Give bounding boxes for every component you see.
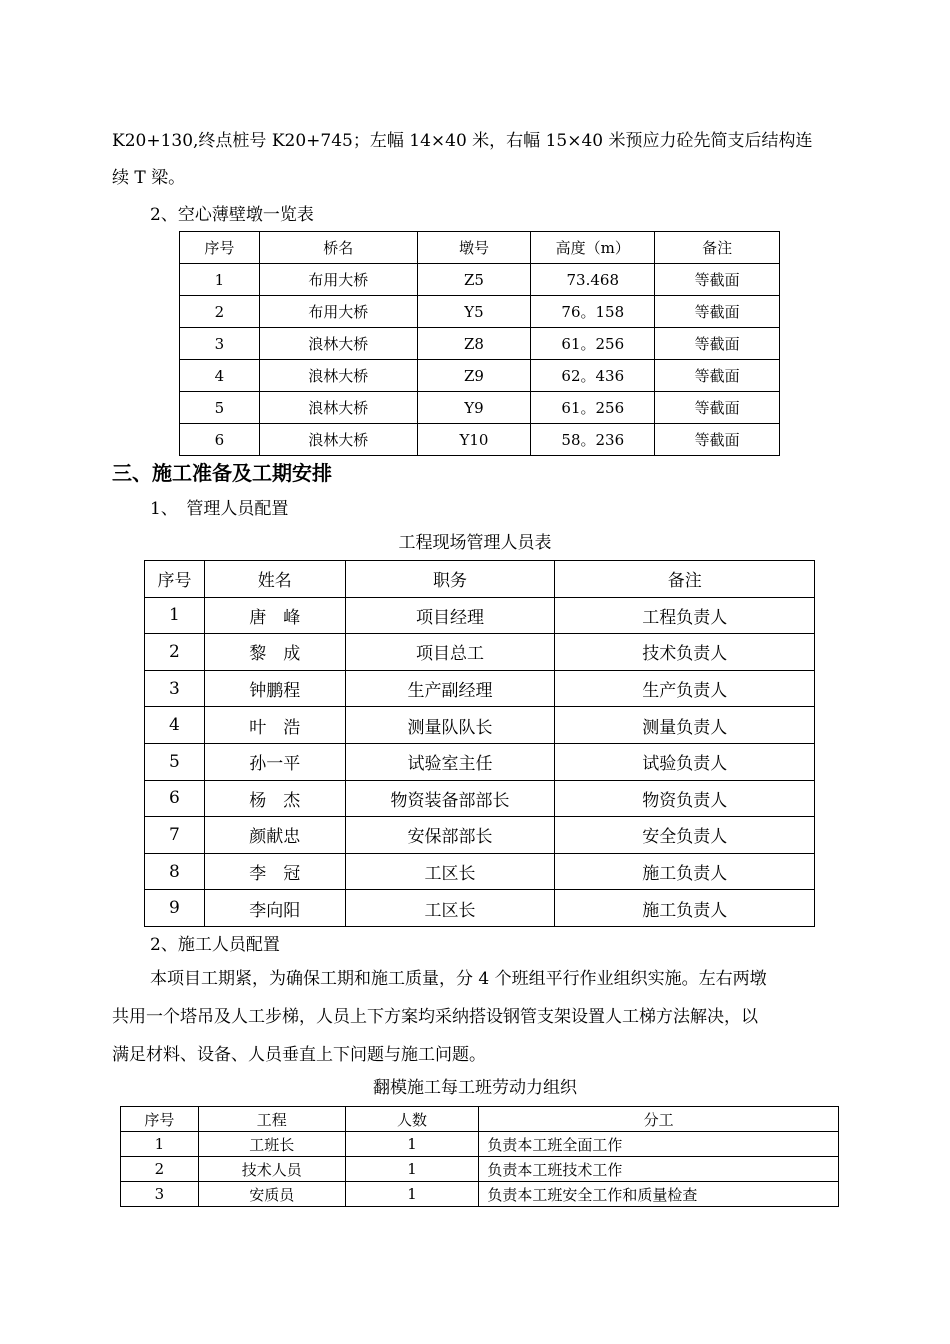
table-cell: 1: [145, 597, 205, 634]
table-row: [145, 890, 815, 927]
table-cell: 测量负责人: [555, 707, 815, 744]
table-cell: 试验室主任: [345, 743, 555, 780]
table-cell: 等截面: [655, 424, 780, 456]
paragraph-line-1: 本项目工期紧，为确保工期和施工质量，分 4 个班组平行作业组织实施。左右两墩: [150, 969, 767, 989]
header-cell: 工程: [198, 1107, 345, 1132]
labor-table-caption: 翻模施工每工班劳动力组织: [373, 1078, 577, 1098]
paragraph-line-2: 共用一个塔吊及人工步梯，人员上下方案均采纳搭设钢管支架设置人工梯方法解决，以: [112, 1007, 758, 1027]
table-cell: 杨 杰: [204, 780, 345, 817]
table-cell: 6: [180, 424, 260, 456]
table-row: [180, 296, 780, 328]
table-cell: 3: [145, 670, 205, 707]
table-cell: 1: [180, 264, 260, 296]
table-cell: 8: [145, 853, 205, 890]
table-cell: 物资负责人: [555, 780, 815, 817]
table-cell: Z9: [417, 360, 531, 392]
table-cell: 唐 峰: [204, 597, 345, 634]
table-cell: 生产副经理: [345, 670, 555, 707]
header-cell: 序号: [180, 232, 260, 264]
table-cell: 9: [145, 890, 205, 927]
staffing-subtitle: 2、施工人员配置: [150, 935, 280, 955]
table-cell: 颜献忠: [204, 817, 345, 854]
table-row: [145, 634, 815, 671]
table-cell: 生产负责人: [555, 670, 815, 707]
table-cell: 安保部部长: [345, 817, 555, 854]
labor-table: [120, 1106, 839, 1207]
table-cell: 2: [121, 1157, 199, 1182]
table-cell: 等截面: [655, 360, 780, 392]
table-row: [180, 392, 780, 424]
table-cell: 技术负责人: [555, 634, 815, 671]
table-row: [145, 780, 815, 817]
table-cell: 技术人员: [198, 1157, 345, 1182]
table-header-row: [145, 561, 815, 598]
table-row: [121, 1157, 839, 1182]
table-cell: 负责本工班全面工作: [479, 1132, 839, 1157]
table-cell: 李 冠: [204, 853, 345, 890]
table-row: [121, 1182, 839, 1207]
table-cell: 等截面: [655, 264, 780, 296]
table-cell: 安全负责人: [555, 817, 815, 854]
table-row: [145, 853, 815, 890]
table-row: [145, 670, 815, 707]
table-cell: Z8: [417, 328, 531, 360]
paragraph-line-3: 满足材料、设备、人员垂直上下问题与施工问题。: [112, 1045, 486, 1065]
table-cell: 1: [121, 1132, 199, 1157]
table-cell: 布用大桥: [259, 264, 417, 296]
header-cell: 序号: [145, 561, 205, 598]
table-cell: 2: [145, 634, 205, 671]
table-header-row: [121, 1107, 839, 1132]
table-cell: 62。436: [531, 360, 655, 392]
table-cell: 项目经理: [345, 597, 555, 634]
header-cell: 墩号: [417, 232, 531, 264]
table-cell: 李向阳: [204, 890, 345, 927]
table-cell: 61。256: [531, 392, 655, 424]
table-cell: 1: [345, 1157, 479, 1182]
table-cell: 等截面: [655, 392, 780, 424]
table-cell: Z5: [417, 264, 531, 296]
pier-table: [179, 231, 780, 456]
management-subtitle: 1、 管理人员配置: [150, 499, 289, 519]
table-cell: 项目总工: [345, 634, 555, 671]
table-cell: 6: [145, 780, 205, 817]
table-row: [180, 360, 780, 392]
table-cell: 工程负责人: [555, 597, 815, 634]
table-cell: 7: [145, 817, 205, 854]
table-cell: 浪林大桥: [259, 328, 417, 360]
table-row: [180, 328, 780, 360]
table-cell: 4: [145, 707, 205, 744]
table-cell: 5: [180, 392, 260, 424]
intro-line-1: K20+130,终点桩号 K20+745；左幅 14×40 米，右幅 15×40 米预应力砼先简支后结构连: [112, 131, 813, 151]
header-cell: 序号: [121, 1107, 199, 1132]
header-cell: 高度（m）: [531, 232, 655, 264]
table-cell: 73.468: [531, 264, 655, 296]
table-cell: 4: [180, 360, 260, 392]
management-table-caption: 工程现场管理人员表: [398, 533, 552, 553]
table-cell: 3: [121, 1182, 199, 1207]
management-table: [144, 560, 815, 927]
header-cell: 桥名: [259, 232, 417, 264]
table-cell: 浪林大桥: [259, 392, 417, 424]
table-cell: 物资装备部部长: [345, 780, 555, 817]
table-row: [145, 597, 815, 634]
table-cell: 测量队队长: [345, 707, 555, 744]
table-cell: 工区长: [345, 853, 555, 890]
table-cell: 76。158: [531, 296, 655, 328]
table-row: [145, 743, 815, 780]
intro-line-2: 续 T 梁。: [112, 168, 186, 188]
header-cell: 姓名: [204, 561, 345, 598]
table-cell: 黎 成: [204, 634, 345, 671]
table-cell: 施工负责人: [555, 890, 815, 927]
table-cell: 浪林大桥: [259, 424, 417, 456]
table-cell: 浪林大桥: [259, 360, 417, 392]
header-cell: 分工: [479, 1107, 839, 1132]
pier-table-title: 2、空心薄壁墩一览表: [150, 205, 314, 225]
table-cell: 负责本工班技术工作: [479, 1157, 839, 1182]
table-cell: 叶 浩: [204, 707, 345, 744]
table-cell: 工区长: [345, 890, 555, 927]
table-cell: 孙一平: [204, 743, 345, 780]
section-heading: 三、施工准备及工期安排: [112, 461, 332, 485]
table-cell: 等截面: [655, 296, 780, 328]
table-cell: 负责本工班安全工作和质量检查: [479, 1182, 839, 1207]
table-cell: 61。256: [531, 328, 655, 360]
table-row: [145, 707, 815, 744]
table-row: [180, 264, 780, 296]
table-cell: Y9: [417, 392, 531, 424]
header-cell: 备注: [555, 561, 815, 598]
table-cell: 58。236: [531, 424, 655, 456]
table-header-row: [180, 232, 780, 264]
header-cell: 职务: [345, 561, 555, 598]
header-cell: 备注: [655, 232, 780, 264]
table-cell: Y5: [417, 296, 531, 328]
table-cell: 安质员: [198, 1182, 345, 1207]
header-cell: 人数: [345, 1107, 479, 1132]
table-cell: Y10: [417, 424, 531, 456]
table-cell: 2: [180, 296, 260, 328]
table-cell: 布用大桥: [259, 296, 417, 328]
table-row: [180, 424, 780, 456]
table-row: [121, 1132, 839, 1157]
table-cell: 3: [180, 328, 260, 360]
table-cell: 5: [145, 743, 205, 780]
table-cell: 钟鹏程: [204, 670, 345, 707]
table-cell: 工班长: [198, 1132, 345, 1157]
table-cell: 1: [345, 1132, 479, 1157]
table-cell: 1: [345, 1182, 479, 1207]
table-row: [145, 817, 815, 854]
table-cell: 等截面: [655, 328, 780, 360]
table-cell: 试验负责人: [555, 743, 815, 780]
table-cell: 施工负责人: [555, 853, 815, 890]
